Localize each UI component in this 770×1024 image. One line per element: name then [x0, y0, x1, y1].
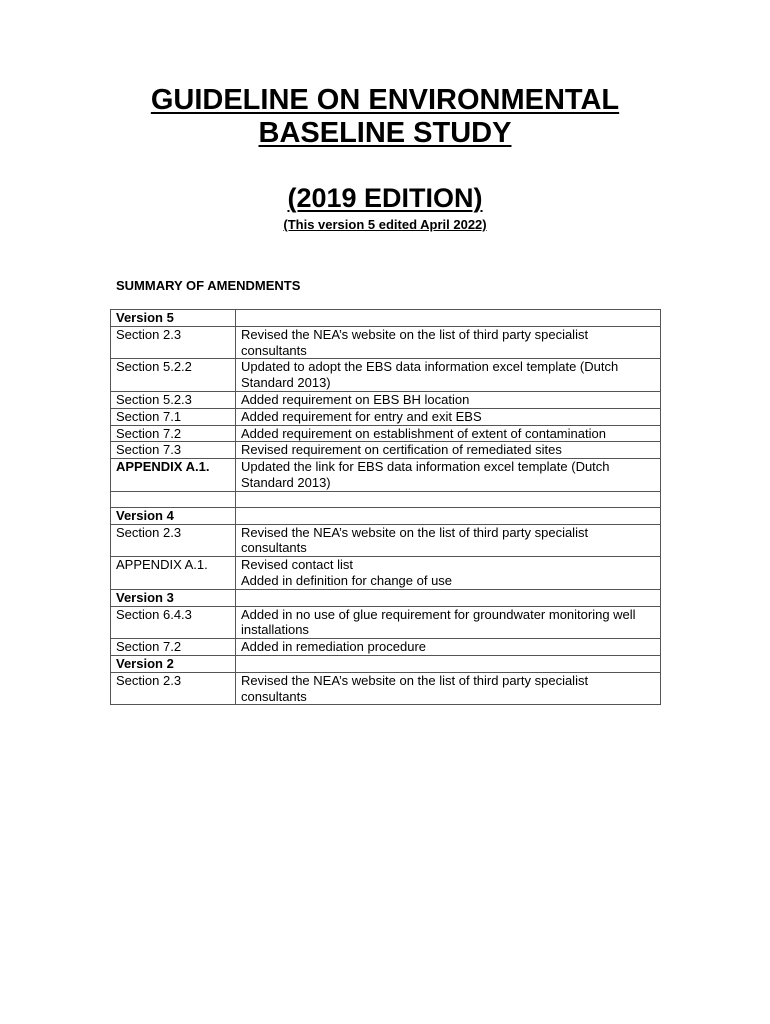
description-cell: Revised the NEA’s website on the list of third party specialist consultants: [236, 326, 661, 359]
table-row: [111, 589, 661, 606]
table-row: [111, 655, 661, 672]
section-cell: Version 4: [111, 507, 236, 524]
section-cell: Section 7.1: [111, 408, 236, 425]
section-cell: Section 6.4.3: [111, 606, 236, 639]
section-cell: Version 2: [111, 655, 236, 672]
description-cell: Added requirement on EBS BH location: [236, 391, 661, 408]
table-row: [111, 524, 661, 557]
section-cell: Section 5.2.3: [111, 391, 236, 408]
table-row: [111, 459, 661, 492]
section-cell: Section 5.2.2: [111, 359, 236, 392]
amendments-table-body: [111, 310, 661, 705]
table-row: [111, 507, 661, 524]
description-cell: [236, 589, 661, 606]
description-cell: Revised requirement on certification of remediated sites: [236, 442, 661, 459]
description-cell: Added in remediation procedure: [236, 639, 661, 656]
title-line-1: GUIDELINE ON ENVIRONMENTAL: [150, 84, 620, 116]
section-cell: Section 2.3: [111, 524, 236, 557]
section-cell: APPENDIX A.1.: [111, 459, 236, 492]
description-cell: Added requirement for entry and exit EBS: [236, 408, 661, 425]
table-row: [111, 442, 661, 459]
table-row: [111, 326, 661, 359]
edition-label: (2019 EDITION): [287, 183, 483, 213]
description-cell: [236, 310, 661, 327]
table-row: [111, 639, 661, 656]
description-cell: Revised contact list Added in definition for change of use: [236, 557, 661, 590]
section-cell: Section 7.2: [111, 425, 236, 442]
description-cell: Added requirement on establishment of extent of contamination: [236, 425, 661, 442]
description-cell: Updated the link for EBS data information excel template (Dutch Standard 2013): [236, 459, 661, 492]
table-row: [111, 310, 661, 327]
section-cell: Section 7.3: [111, 442, 236, 459]
document-title: [0, 84, 770, 150]
table-row: [111, 425, 661, 442]
section-cell: Section 7.2: [111, 639, 236, 656]
description-cell: [236, 655, 661, 672]
table-row: [111, 359, 661, 392]
description-cell: Revised the NEA’s website on the list of third party specialist consultants: [236, 672, 661, 705]
section-cell: Version 3: [111, 589, 236, 606]
section-cell: APPENDIX A.1.: [111, 557, 236, 590]
section-cell: Section 2.3: [111, 326, 236, 359]
section-cell: [111, 491, 236, 507]
description-cell: Added in no use of glue requirement for groundwater monitoring well installations: [236, 606, 661, 639]
description-cell: Revised the NEA’s website on the list of third party specialist consultants: [236, 524, 661, 557]
section-cell: Version 5: [111, 310, 236, 327]
table-row: [111, 606, 661, 639]
title-line-2: BASELINE STUDY: [258, 117, 512, 149]
description-cell: [236, 507, 661, 524]
amendments-table: [110, 309, 661, 705]
table-row: [111, 557, 661, 590]
section-cell: Section 2.3: [111, 672, 236, 705]
version-note: (This version 5 edited April 2022): [283, 217, 487, 232]
description-cell: [236, 491, 661, 507]
table-row: [111, 391, 661, 408]
summary-heading: SUMMARY OF AMENDMENTS: [116, 278, 301, 293]
table-row: [111, 408, 661, 425]
table-row: [111, 491, 661, 507]
description-cell: Updated to adopt the EBS data information excel template (Dutch Standard 2013): [236, 359, 661, 392]
table-row: [111, 672, 661, 705]
